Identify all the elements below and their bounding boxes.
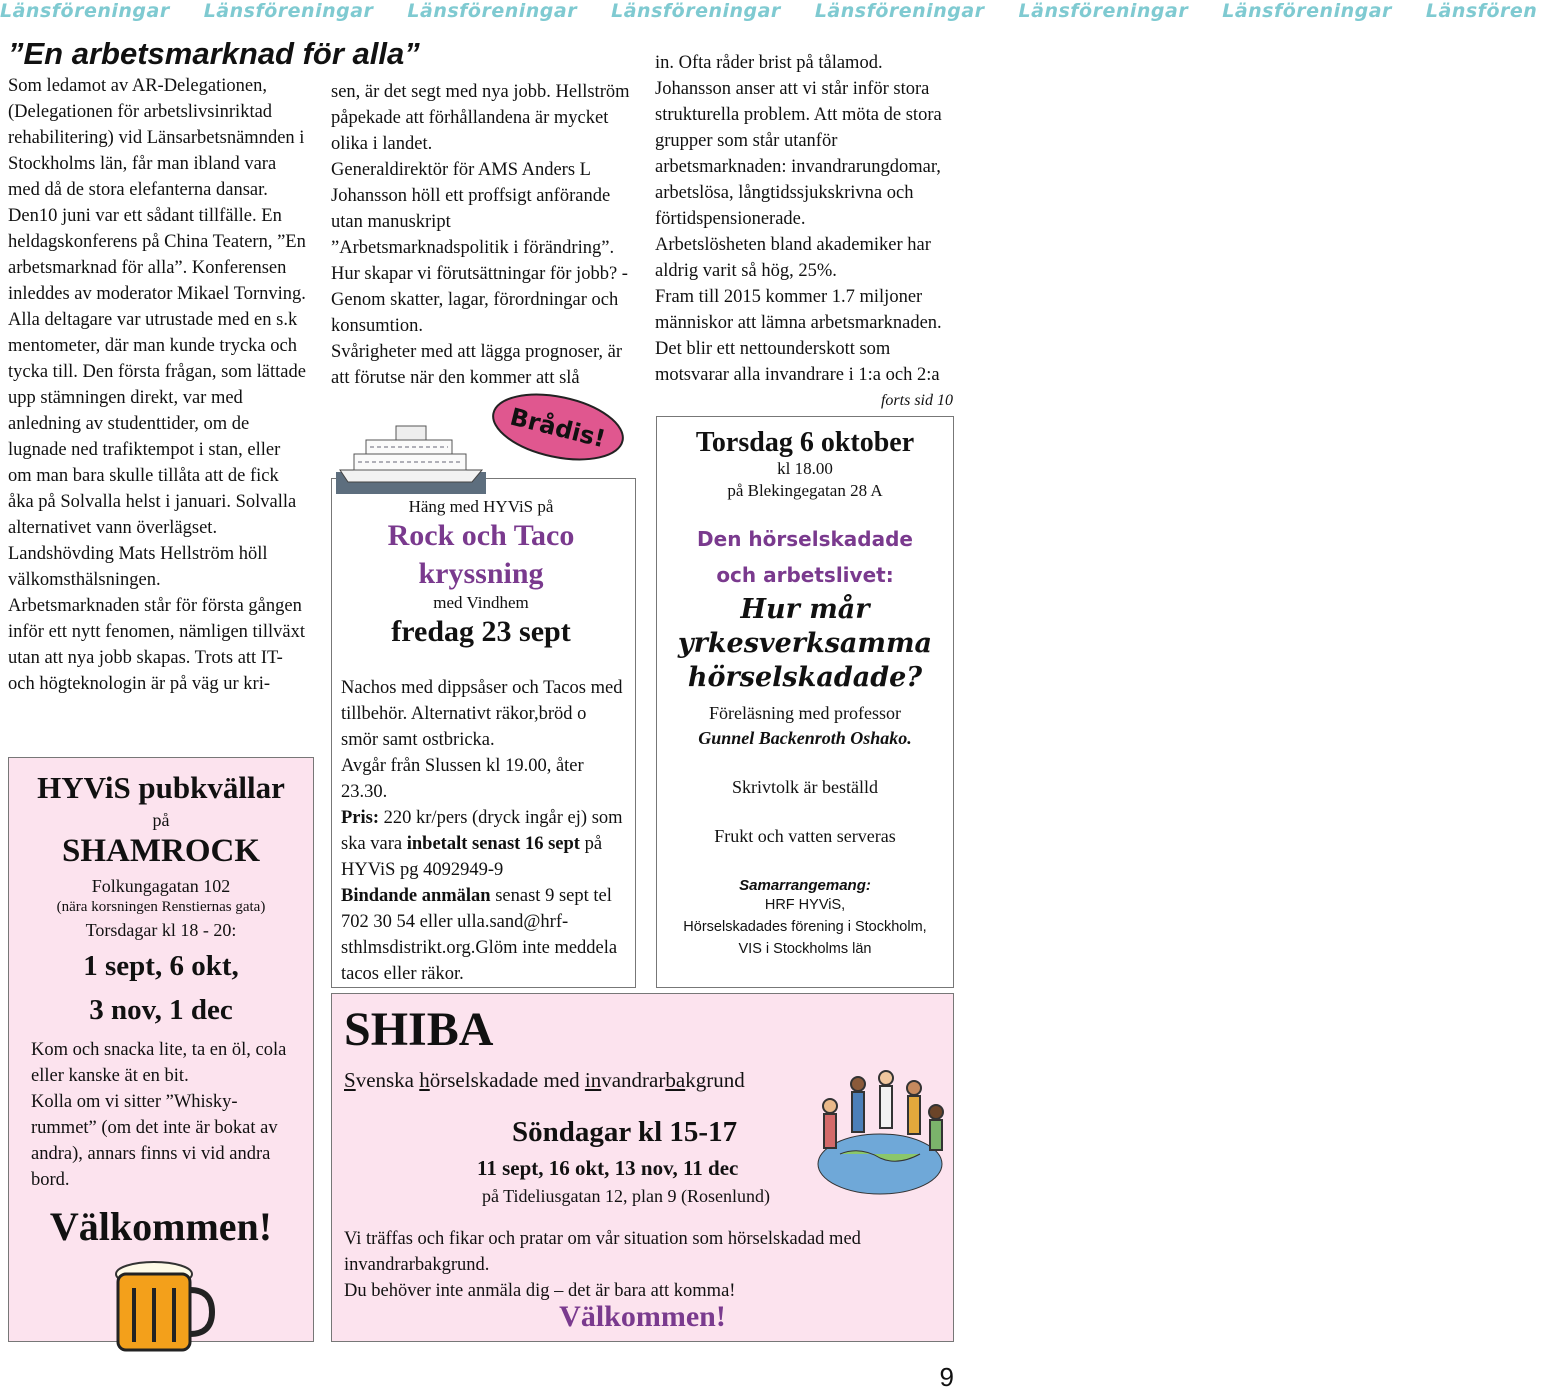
price-label: Pris: xyxy=(341,808,380,828)
pub-time: Torsdagar kl 18 - 20: xyxy=(85,920,237,940)
article-headline: ”En arbetsmarknad för alla” xyxy=(8,36,420,71)
cruise-registration xyxy=(341,883,626,987)
interpreter-note: Skrivtolk är beställd xyxy=(732,777,878,797)
header-band-word: Länsföreningar xyxy=(611,0,781,22)
article-paragraph: Landshövding Mats Hellström höll välkomsthälsningen. xyxy=(8,544,268,590)
pub-body-text: Kolla om vi sitter ”Whisky-rummet” (om det inte är bokat av andra), annars finns vi vid andra bord. xyxy=(31,1092,278,1190)
lecture-date: Torsdag 6 oktober xyxy=(695,427,915,458)
header-band xyxy=(0,0,1538,34)
shiba-body-text: Du behöver inte anmäla dig – det är bara att komma! xyxy=(344,1281,736,1301)
pub-body-text: Kom och snacka lite, ta en öl, cola eller kanske ät en bit. xyxy=(31,1040,287,1086)
article-paragraph: Arbetsmarknaden står för första gången inför ett nytt fenomen, nämligen tillväxt utan att nya jobb skapas. Trots att IT- och högteknologin är på väg ur kri- xyxy=(8,596,305,694)
cruise-price-text xyxy=(341,805,626,883)
header-band-word: Länsfören xyxy=(1425,0,1538,22)
lecture-intro: Föreläsning med professor xyxy=(709,703,901,723)
paid-label: inbetalt senast 16 sept xyxy=(406,834,580,854)
pub-address: Folkungagatan 102 xyxy=(91,876,231,896)
pub-near: (nära korsningen Renstiernas gata) xyxy=(56,899,266,915)
article-column-2 xyxy=(331,79,631,391)
shiba-title: SHIBA xyxy=(344,1003,494,1056)
header-band-word: Länsföreningar xyxy=(814,0,985,22)
shiba-letter: h xyxy=(419,1068,430,1092)
pub-dates-2: 3 nov, 1 dec xyxy=(89,994,233,1026)
cruise-header xyxy=(331,497,631,649)
pub-title: HYViS pubkvällar xyxy=(37,770,285,805)
shiba-letter: in xyxy=(584,1068,602,1092)
header-band-word: Länsföreningar xyxy=(407,0,578,22)
continued-note: forts sid 10 xyxy=(880,392,953,409)
lecture-question: Hur mår yrkesverksamma hörselskadade? xyxy=(677,594,933,693)
lecture-time: kl 18.00 xyxy=(777,459,833,478)
cooperation-partner: HRF HYViS, xyxy=(764,897,846,913)
article-paragraph: in. Ofta råder brist på tålamod. Johansson anser att vi står inför stora strukturella problem. Att möta de stora grupper som står utanför arbetsmarknaden: invandrarungdomar, arbetslösa, långtidssjukskrivna och förtidspensionerade. xyxy=(655,53,942,229)
page-number: 9 xyxy=(939,1362,954,1392)
price-text: 220 kr/pers (dryck ingår ej) som ska vara xyxy=(341,808,623,854)
article-paragraph: Generaldirektör för AMS Anders L Johansson höll ett proffsigt anförande utan manuskript ”Arbetsmarknadspolitik i förändring”. Hur skapar vi förutsättningar för jobb? - Genom skatter, lagar, förordningar och konsumtion. xyxy=(331,160,628,336)
cruise-body-text: Avgår från Slussen kl 19.00, åter 23.30. xyxy=(341,756,584,802)
urgent-stamp xyxy=(488,392,628,462)
cooperation-partner: VIS i Stockholms län xyxy=(738,941,872,957)
beer-mug-icon xyxy=(106,1258,216,1358)
lecture-topic-line: Den hörselskadade xyxy=(697,527,913,551)
article-paragraph: sen, är det segt med nya jobb. Hellström påpekade att förhållandena är mycket olika i landet. xyxy=(331,82,630,154)
header-band-word: Länsföreningar xyxy=(1018,0,1189,22)
pub-evenings-box xyxy=(8,757,314,1342)
header-band-word: Länsföreningar xyxy=(0,0,170,22)
article-column-1 xyxy=(8,73,308,697)
article-column-3 xyxy=(655,50,953,414)
cruise-intro: Häng med HYViS på xyxy=(408,497,554,516)
shiba-letter: ba xyxy=(665,1068,686,1092)
cruise-with: med Vindhem xyxy=(433,593,529,612)
cruise-body-text: Nachos med dippsåser och Tacos med tillbehör. Alternativt räkor,bröd o smör samt ostbricka. xyxy=(341,678,623,750)
registration-label: Bindande anmälan xyxy=(341,886,491,906)
pub-body xyxy=(9,1037,313,1193)
cruise-title: Rock och Taco kryssning xyxy=(387,519,575,590)
lecture-topic-line: och arbetslivet: xyxy=(716,563,894,587)
cooperation-label: Samarrangemang: xyxy=(739,877,871,894)
shiba-subtitle-text: örselskadade med xyxy=(429,1068,585,1092)
shiba-dates: 11 sept, 16 okt, 13 nov, 11 dec xyxy=(477,1156,739,1180)
shiba-address: på Tideliusgatan 12, plan 9 (Rosenlund) xyxy=(482,1186,770,1206)
shiba-box xyxy=(331,993,954,1342)
lecture-box xyxy=(656,416,954,988)
pub-pa: på xyxy=(152,810,170,830)
pub-welcome: Välkommen! xyxy=(49,1204,273,1249)
registration-text: senast 9 sept tel 702 30 54 eller ulla.sand@hrf-sthlmsdistrikt.org.Glöm inte meddela tacos eller räkor. xyxy=(341,886,618,984)
lecture-topic xyxy=(657,521,953,593)
article-paragraph: Fram till 2015 kommer 1.7 miljoner människor att lämna arbetsmarknaden. Det blir ett nettounderskott som motsvarar alla invandrare i 1:a och 2:a xyxy=(655,287,942,385)
header-band-word: Länsföreningar xyxy=(203,0,374,22)
pub-venue: SHAMROCK xyxy=(62,833,260,869)
refreshment-note: Frukt och vatten serveras xyxy=(714,826,896,846)
urgent-stamp-text: Brådis! xyxy=(507,402,609,454)
header-band-word: Länsföreningar xyxy=(1222,0,1392,22)
boat-illustration xyxy=(336,412,486,494)
globe-people-illustration xyxy=(810,1054,950,1194)
pub-dates-1: 1 sept, 6 okt, xyxy=(83,950,239,982)
cooperation-partner: Hörselskadades förening i Stockholm, xyxy=(683,919,927,935)
shiba-subtitle-text: vandrar xyxy=(601,1068,666,1092)
shiba-body-text: Vi träffas och fikar och pratar om vår situation som hörselskadad med invandrarbakgrund. xyxy=(344,1229,861,1275)
shiba-subtitle-text: venska xyxy=(355,1068,420,1092)
shiba-subtitle-text: kgrund xyxy=(685,1068,745,1092)
shiba-welcome: Välkommen! xyxy=(559,1300,726,1333)
cruise-body xyxy=(341,675,626,987)
article-paragraph: Svårigheter med att lägga prognoser, är att förutse när den kommer att slå xyxy=(331,342,623,388)
paid-text: på HYViS pg 4092949-9 xyxy=(341,834,603,880)
article-paragraph: Som ledamot av AR-Delegationen, (Delegationen för arbetslivsinriktad rehabilitering) vid Länsarbetsnämnden i Stockholms län, får man ibland vara med då de stora elefanterna dansar. Den10 juni var ett sådant tillfälle. En heldagskonferens på China Teatern, ”En arbetsmarknad för alla”. Konferensen inleddes av moderator Mikael Tornving. Alla deltagare var utrustade med en s.k mentometer, där man kunde trycka och tycka till. Den första frågan, som lättade upp stämningen direkt, var med anledning av studenttider, om de lugnade ned trafiktempot i stan, eller om man bara skulle tillåta att de fick åka på Solvalla helst i januari. Solvalla alternativet vann överlägset. xyxy=(8,76,306,538)
shiba-day: Söndagar kl 15-17 xyxy=(512,1116,738,1148)
shiba-subtitle xyxy=(344,1068,745,1093)
cruise-date: fredag 23 sept xyxy=(391,615,571,648)
shiba-letter: S xyxy=(344,1068,356,1092)
lecturer-name: Gunnel Backenroth Oshako. xyxy=(698,728,912,748)
shiba-body xyxy=(344,1226,944,1304)
article-paragraph: Arbetslösheten bland akademiker har aldrig varit så hög, 25%. xyxy=(655,235,931,281)
lecture-place: på Blekingegatan 28 A xyxy=(727,481,883,500)
